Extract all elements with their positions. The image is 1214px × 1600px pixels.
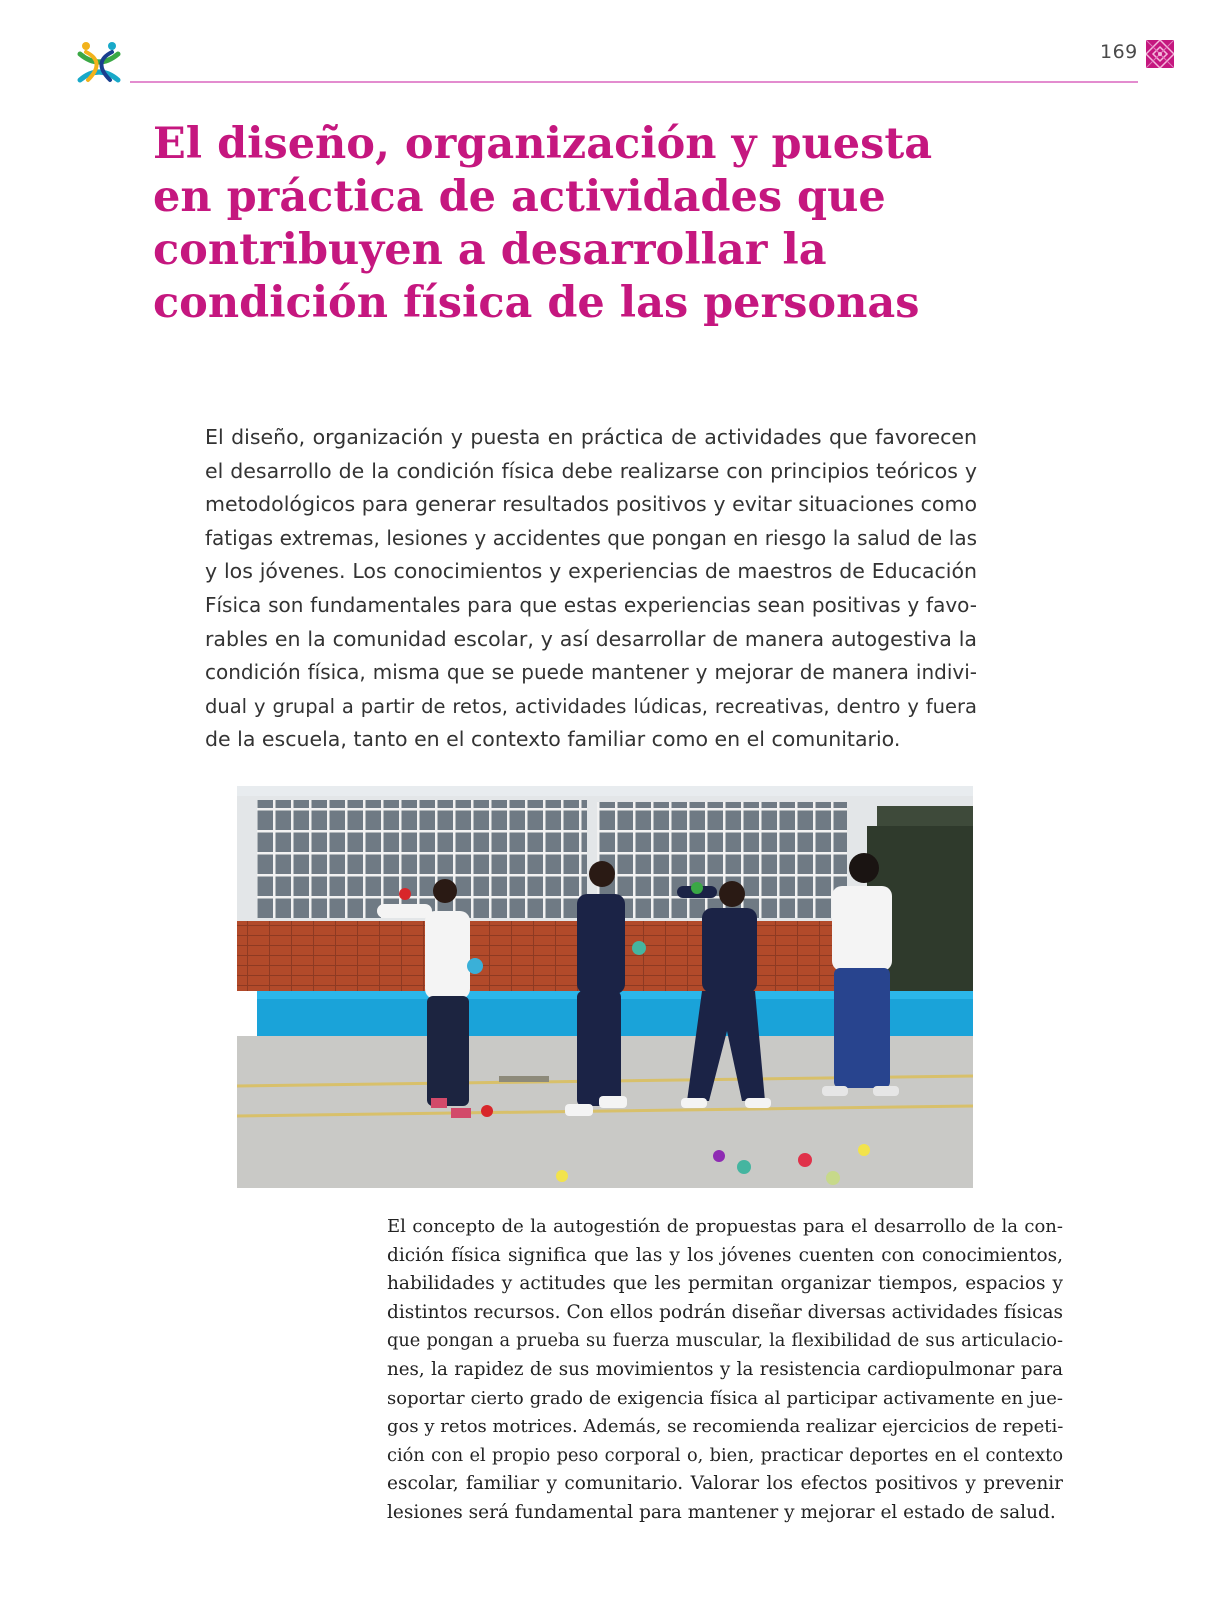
body-line: nes, la rapidez de sus movimientos y la resistencia cardiopulmonar para bbox=[387, 1358, 1063, 1380]
body-line: escolar, familiar y comunitario. Valorar los efectos positivos y prevenir bbox=[387, 1473, 1063, 1495]
intro-line: condición física, misma que se puede mantener y mejorar de manera indivi- bbox=[205, 660, 977, 685]
body-line: habilidades y actitudes que les permitan organizar tiempos, espacios y bbox=[387, 1273, 1063, 1295]
title-line: El diseño, organización y puesta bbox=[153, 119, 933, 169]
intro-line: El diseño, organización y puesta en práctica de actividades que favorecen bbox=[205, 425, 977, 449]
title-line: contribuyen a desarrollar la bbox=[153, 225, 827, 275]
body-line: soportar cierto grado de exigencia física al participar activamente en jue- bbox=[387, 1387, 1063, 1409]
students-playing-bocce-photo bbox=[237, 786, 973, 1188]
intro-line: dual y grupal a partir de retos, actividades lúdicas, recreativas, dentro y fuera bbox=[205, 694, 977, 718]
header-rule bbox=[130, 81, 1138, 83]
interlocking-figures-logo-icon bbox=[76, 40, 122, 86]
body-line: dición física significa que las y los jóvenes cuenten con conocimientos, bbox=[387, 1244, 1063, 1266]
intro-line: Física son fundamentales para que estas experiencias sean positivas y favo- bbox=[205, 592, 977, 617]
body-line: gos y retos motrices. Además, se recomienda realizar ejercicios de repeti- bbox=[387, 1416, 1064, 1438]
title-line: en práctica de actividades que bbox=[153, 172, 886, 222]
body-paragraph bbox=[387, 1213, 1063, 1528]
body-line: que pongan a prueba su fuerza muscular, la flexibilidad de sus articulacio- bbox=[387, 1331, 1063, 1352]
page-title bbox=[153, 118, 1013, 330]
intro-line: fatigas extremas, lesiones y accidentes que pongan en riesgo la salud de las bbox=[205, 525, 977, 550]
intro-line: y los jóvenes. Los conocimientos y experiencias de maestros de Educación bbox=[205, 559, 977, 584]
body-line: ción con el propio peso corporal o, bien, practicar deportes en el contexto bbox=[387, 1445, 1063, 1466]
intro-line: metodológicos para generar resultados positivos y evitar situaciones como bbox=[205, 492, 977, 517]
page-number: 169 bbox=[1100, 41, 1138, 63]
intro-line: rables en la comunidad escolar, y así desarrollar de manera autogestiva la bbox=[205, 626, 977, 651]
intro-line: el desarrollo de la condición física debe realizarse con principios teóricos y bbox=[205, 458, 977, 483]
intro-paragraph bbox=[205, 421, 977, 757]
title-line: condición física de las personas bbox=[153, 278, 920, 328]
magenta-pattern-square-icon bbox=[1146, 40, 1174, 68]
body-line: distintos recursos. Con ellos podrán diseñar diversas actividades físicas bbox=[387, 1301, 1063, 1323]
body-line: lesiones será fundamental para mantener y mejorar el estado de salud. bbox=[387, 1501, 1056, 1523]
body-line: El concepto de la autogestión de propuestas para el desarrollo de la con- bbox=[387, 1216, 1063, 1237]
intro-line: de la escuela, tanto en el contexto familiar como en el comunitario. bbox=[205, 727, 901, 752]
